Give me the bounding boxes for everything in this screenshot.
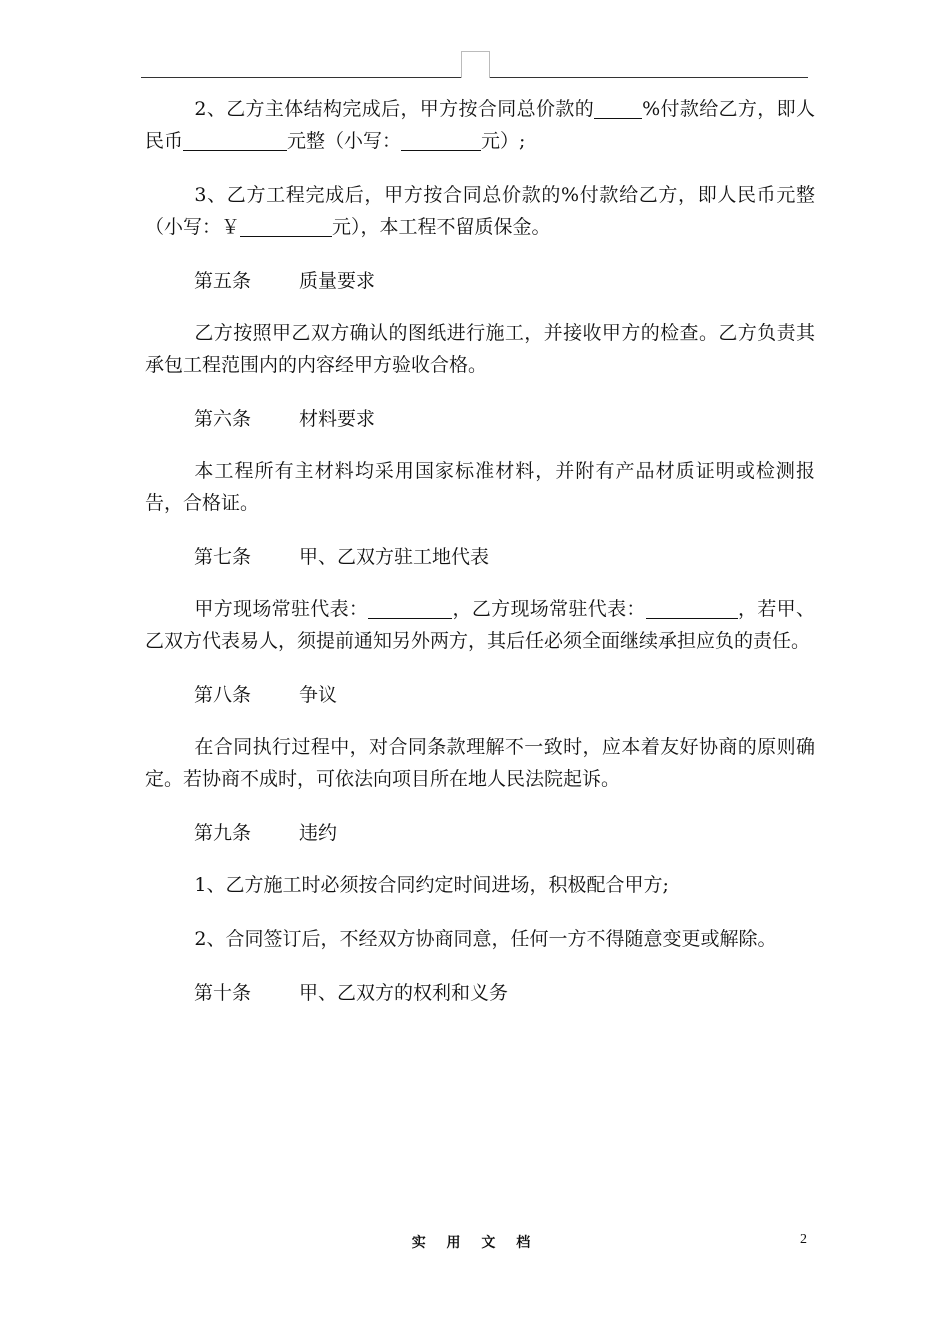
clause9-item1: 1、乙方施工时必须按合同约定时间进场，积极配合甲方;: [194, 874, 669, 896]
blank-amount-small[interactable]: [401, 130, 481, 151]
header-marker-box: [461, 51, 490, 78]
clause10-heading: 第十条 甲、乙双方的权利和义务: [194, 982, 509, 1004]
clause5-body: 乙方按照甲乙双方确认的图纸进行施工，并接收甲方的检查。乙方负责其承包工程范围内的内容经甲方验收合格。: [145, 322, 815, 376]
clause8-body: 在合同执行过程中，对合同条款理解不一致时，应本着友好协商的原则确定。若协商不成时，可依法向项目所在地人民法院起诉。: [145, 736, 815, 790]
clause4-item2: 2、乙方主体结构完成后，甲方按合同总价款的 %付款给乙方，即人民币 元整（小写： 元）;: [145, 98, 816, 152]
document-body: [145, 93, 815, 1029]
clause9-item2: 2、合同签订后，不经双方协商同意，任何一方不得随意变更或解除。: [194, 928, 777, 950]
clause8-heading: 第八条 争议: [194, 684, 338, 706]
clause6-heading: 第六条 材料要求: [194, 408, 376, 430]
blank-amount-small[interactable]: [240, 216, 332, 237]
clause6-body: 本工程所有主材料均采用国家标准材料，并附有产品材质证明或检测报告，合格证。: [145, 460, 815, 514]
page-number: 2: [800, 1232, 807, 1247]
clause4-item3: 3、乙方工程完成后，甲方按合同总价款的%付款给乙方，即人民币元整（小写：￥ 元），本工程不留质保金。: [145, 184, 816, 238]
clause9-heading: 第九条 违约: [194, 822, 338, 844]
clause5-heading: 第五条 质量要求: [194, 270, 376, 292]
clause7-body: 甲方现场常驻代表： ，乙方现场常驻代表： ，若甲、乙双方代表易人，须提前通知另外两方，其后任必须全面继续承担应负的责任。: [145, 598, 815, 652]
blank-party-a-rep[interactable]: [368, 598, 452, 619]
blank-amount[interactable]: [183, 130, 287, 151]
footer-title: 实 用 文 档: [411, 1235, 539, 1251]
blank-percent[interactable]: [594, 98, 642, 119]
blank-party-b-rep[interactable]: [646, 598, 738, 619]
clause7-heading: 第七条 甲、乙双方驻工地代表: [194, 546, 490, 568]
